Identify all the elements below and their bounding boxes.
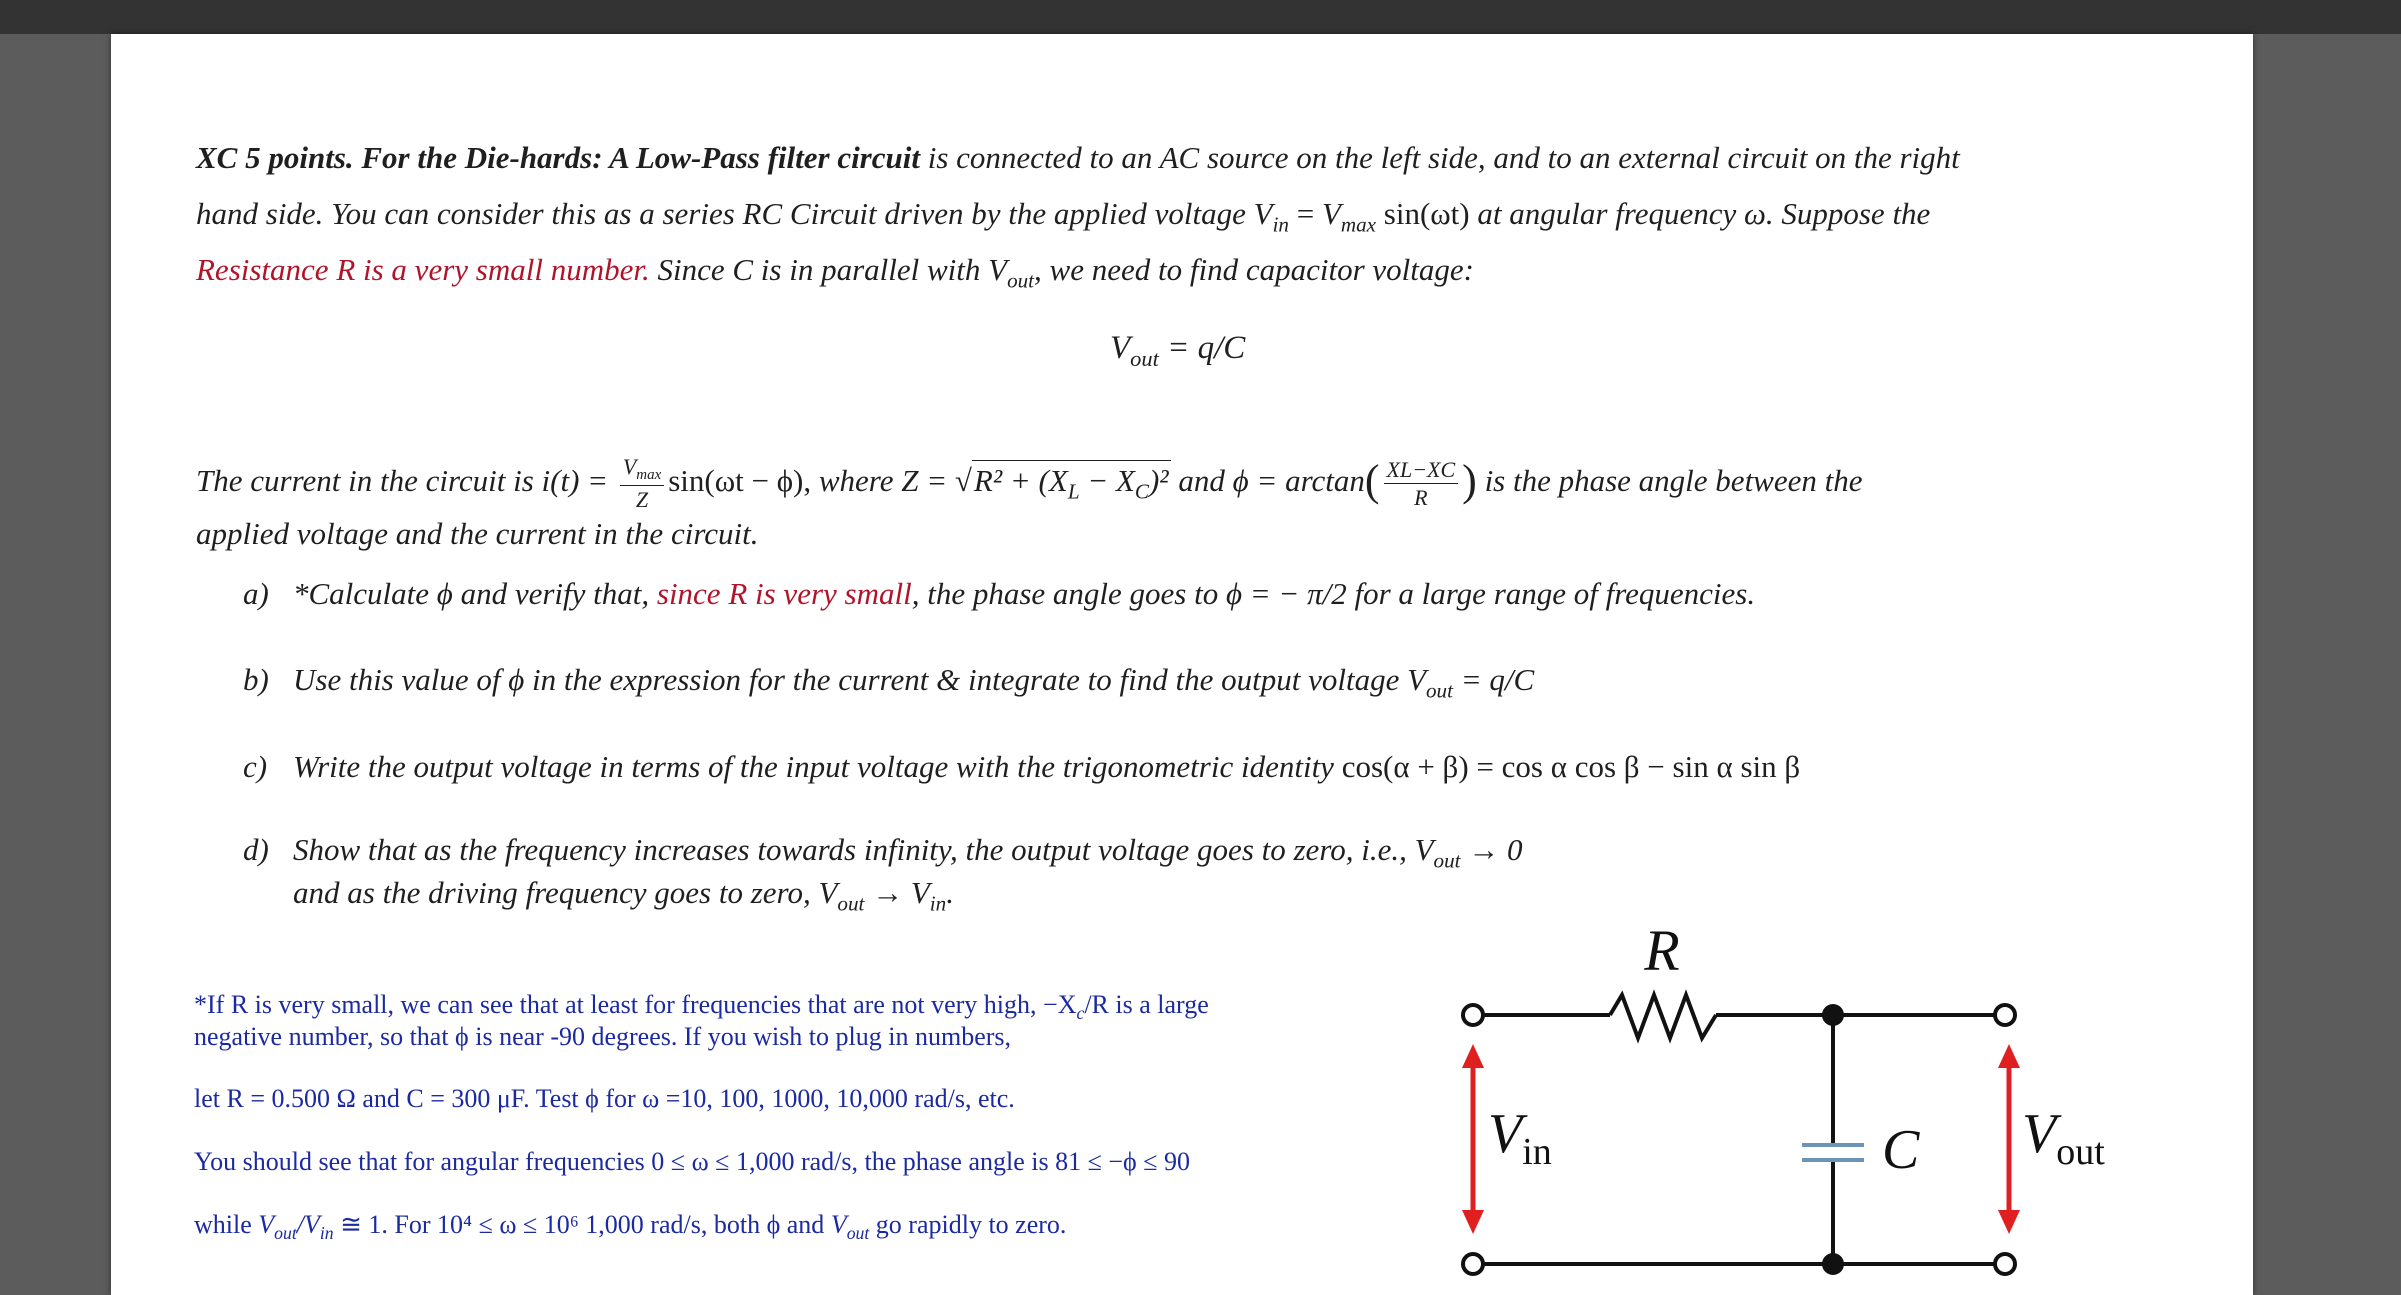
current-line-1: The current in the circuit is i(t) = $\frac{V_{max}}{Z}$ sin(ωt − ϕ), where $Z = √R^2 + (X_L - X_C)^2$ and ϕ = arctan( $\frac{XL-XC}{R}$ ) is the phase angle between the	[196, 454, 1863, 513]
vin-arrow-up	[1462, 1044, 1484, 1068]
current-line-2: applied voltage and the current in the circuit.	[196, 516, 759, 551]
rc-low-pass-circuit	[1440, 920, 2140, 1295]
vmax-over-z: $\frac{V_{max}}{Z}$	[620, 456, 664, 511]
resistor-label: R	[1644, 920, 1680, 983]
item-c: c) Write the output voltage in terms of the input voltage with the trigonometric identity cos(α + β) = cos α cos β − sin α sin β	[243, 749, 1801, 784]
note-line-4: You should see that for angular frequencies 0 ≤ ω ≤ 1,000 rad/s, the phase angle is 81 ≤ −ϕ ≤ 90	[194, 1147, 1190, 1176]
junction-bottom	[1822, 1253, 1844, 1275]
phase-fraction: $\frac{XL-XC}{R}$	[1384, 459, 1459, 509]
output-terminal-top	[1995, 1005, 2015, 1025]
item-d-line-2: and as the driving frequency goes to zero, $V_{out} \to V_{in}$.	[293, 875, 954, 916]
intro-line1-text: is connected to an AC source on the left side, and to an external circuit on the right	[919, 140, 1960, 175]
note-line-1: *If R is very small, we can see that at least for frequencies that are not very high, $-X_c/R$ is a large	[194, 990, 1209, 1024]
junction-top	[1822, 1004, 1844, 1026]
item-d: d) Show that as the frequency increases towards infinity, the output voltage goes to zero, i.e., $V_{out} \to 0$	[243, 832, 1523, 873]
intro-line-1	[196, 140, 1960, 176]
note-line-5: while $V_{out}/V_{in}$ ≅ 1. For 10⁴ ≤ ω ≤ 10⁶ 1,000 rad/s, both ϕ and $V_{out}$ go rapidly to zero.	[194, 1210, 1067, 1244]
intro-line3-text: Since C is in parallel with	[649, 252, 989, 287]
vout-arrow-down	[1998, 1210, 2020, 1234]
item-a: a) *Calculate ϕ and verify that, since R is very small, the phase angle goes to ϕ = − π/2 for a large range of frequencies.	[243, 576, 1756, 611]
sqrt-expression: $R^2 + (X_L - X_C)^2$	[972, 460, 1171, 498]
intro-line-3: Resistance R is a very small number. Since C is in parallel with $V_{out}$, we need to find capacitor voltage:	[196, 252, 1474, 293]
input-terminal-bottom	[1463, 1254, 1483, 1274]
item-b: b) Use this value of ϕ in the expression for the current & integrate to find the output voltage $V_{out} = q/C$	[243, 662, 1535, 703]
output-terminal-bottom	[1995, 1254, 2015, 1274]
input-terminal-top	[1463, 1005, 1483, 1025]
intro-line2-tail: at angular frequency ω. Suppose the	[1469, 196, 1931, 231]
note-line-3: let R = 0.500 Ω and C = 300 μF. Test ϕ for ω =10, 100, 1000, 10,000 rad/s, etc.	[194, 1084, 1015, 1113]
vin-arrow-down	[1462, 1210, 1484, 1234]
note-line-2: negative number, so that ϕ is near -90 degrees. If you wish to plug in numbers,	[194, 1022, 1012, 1051]
viewer-top-bar	[0, 0, 2401, 34]
resistor-zigzag	[1610, 995, 1716, 1038]
intro-red-text: Resistance R is a very small number.	[196, 252, 650, 287]
vout-equation: $V_{out} = q/C$	[1110, 330, 1246, 371]
intro-line3-tail: , we need to find capacitor voltage:	[1034, 252, 1474, 287]
intro-lead: XC 5 points. For the Die-hards: A Low-Pass filter circuit	[196, 140, 920, 175]
vin-label: $V_{in}$	[1488, 1103, 1552, 1173]
vin-eq: $V_{in} = V_{max}$ sin(ωt)	[1253, 196, 1470, 237]
intro-line2-text: hand side. You can consider this as a series RC Circuit driven by the applied voltage	[196, 196, 1254, 231]
intro-line-2	[196, 196, 1930, 237]
vout-label: $V_{out}$	[2022, 1103, 2105, 1173]
vout-arrow-up	[1998, 1044, 2020, 1068]
capacitor-label: C	[1882, 1119, 1920, 1181]
